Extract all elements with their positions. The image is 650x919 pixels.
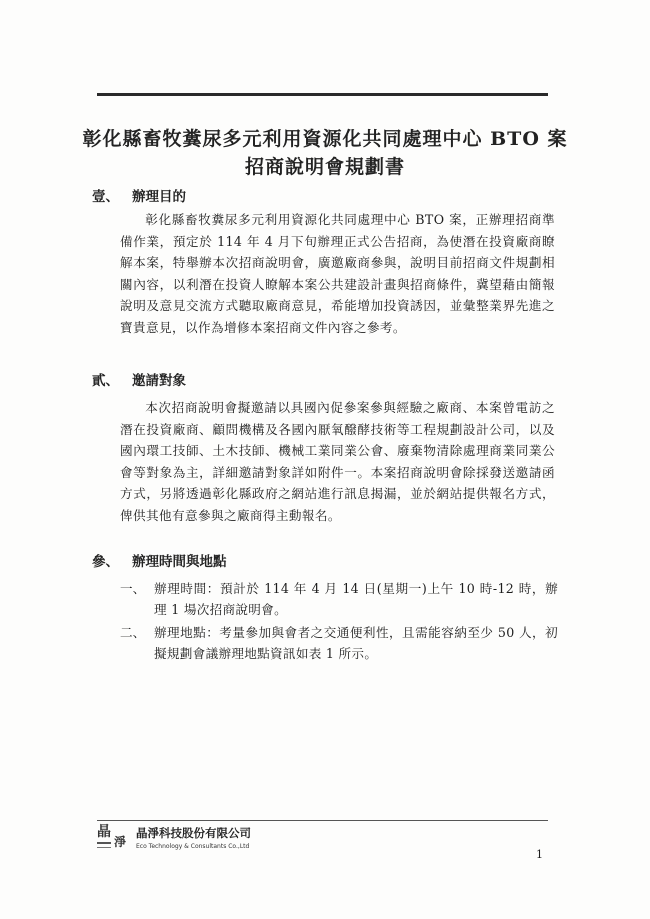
section-body-purpose: 彰化縣畜牧糞尿多元利用資源化共同處理中心 BTO 案，正辦理招商準備作業，預定於 114 年 4 月下旬辦理正式公告招商，為使潛在投資廠商瞭解本案，特舉辦本次招商說明會，廣邀廠商參與，說明目前招商文件規劃相關內容，以利潛在投資人瞭解本案公共建設計畫與招商條件，冀望藉由簡報說明及意見交流方式聽取廠商意見，希能增加投資誘因，並彙整業界先進之寶貴意見，以作為增修本案招商文件內容之參考。	[120, 212, 555, 335]
item-number: 二、	[120, 625, 146, 640]
section-number: 壹、	[92, 189, 119, 205]
document-title-line2: 招商說明會規劃書	[244, 156, 405, 178]
item-number: 一、	[120, 581, 146, 596]
top-rule	[97, 93, 548, 96]
section-number: 參、	[92, 554, 119, 570]
svg-text:晶: 晶	[97, 824, 111, 840]
item-text: 辦理時間：預計於 114 年 4 月 14 日(星期一)上午 10 時-12 時，辦理 1 場次招商說明會。	[154, 581, 558, 617]
section-body-invitees: 本次招商說明會擬邀請以具國內促參案參與經驗之廠商、本案曾電訪之潛在投資廠商、顧問機構及各國內厭氧醱酵技術等工程規劃設計公司，以及國內環工技師、土木技師、機械工業同業公會、廢棄物清除處理商業同業公會等對象為主，詳細邀請對象詳如附件一。本案招商說明會除採發送邀請函方式，另將透過彰化縣政府之網站進行訊息揭漏，並於網站提供報名方式，俾供其他有意參與之廠商得主動報名。	[120, 400, 555, 523]
section-number: 貳、	[92, 373, 119, 389]
svg-text:淨: 淨	[114, 835, 127, 849]
section-title: 辦理時間與地點	[132, 554, 227, 570]
section-title: 辦理目的	[132, 189, 186, 205]
document-title-line1: 彰化縣畜牧糞尿多元利用資源化共同處理中心 BTO 案	[82, 128, 568, 150]
company-name-en: Eco Technology & Consultants Co.,Ltd	[136, 843, 250, 850]
section-title: 邀請對象	[132, 373, 186, 389]
item-text: 辦理地點：考量參加與會者之交通便利性，且需能容納至少 50 人，初擬規劃會議辦理地點資訊如表 1 所示。	[154, 625, 558, 661]
footer-rule	[97, 820, 548, 821]
company-logo	[96, 820, 130, 856]
company-name-cn: 晶淨科技股份有限公司	[136, 826, 251, 840]
page-number: 1	[536, 848, 543, 861]
